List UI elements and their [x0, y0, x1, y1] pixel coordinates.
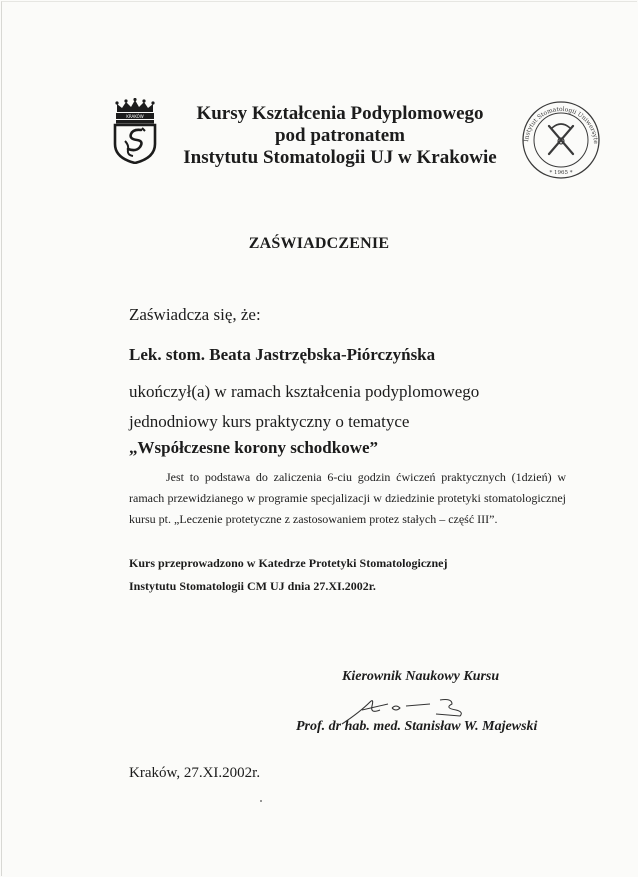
completion-statement: ukończył(a) w ramach kształcenia podyplomowego: [129, 382, 480, 401]
venue-line: Kurs przeprowadzono w Katedrze Protetyki Stomatologicznej: [129, 556, 448, 570]
institute-seal: [516, 100, 606, 180]
issuer-header: [160, 103, 520, 169]
svg-text:Instytut Stomatologii Uniwersy: Instytut Stomatologii Uniwersyte: [523, 105, 600, 145]
recipient-name: Lek. stom. Beata Jastrzębska-Piórczyńska: [129, 345, 436, 364]
place-and-date: Kraków, 27.XI.2002r.: [129, 765, 261, 781]
document-title: ZAŚWIADCZENIE: [248, 235, 390, 252]
header-line-3: Instytutu Stomatologii UJ w Krakowie: [183, 147, 497, 168]
krakow-crown-shield-logo: [111, 98, 159, 164]
venue-date-line: Instytutu Stomatologii CM UJ dnia 27.XI.2002r.: [129, 579, 376, 593]
header-line-2: pod patronatem: [274, 125, 406, 146]
signatory-name: Prof. dr hab. med. Stanisław W. Majewski: [296, 719, 538, 734]
signatory-role: Kierownik Naukowy Kursu: [342, 669, 500, 684]
scan-speck: [260, 800, 262, 802]
credit-paragraph-text: Jest to podstawa do zaliczenia 6-ciu godzin ćwiczeń praktycznych (1dzień) w ramach przewidzianego w programie specjalizacji w dziedzinie protetyki stomatologicznej kursu pt. „Leczenie protetyczne z zastosowaniem protez stałych – część III”.: [129, 470, 566, 526]
intro-text: Zaświadcza się, że:: [129, 305, 261, 324]
svg-text:KRAKÓW: KRAKÓW: [126, 114, 144, 119]
course-title: „Współczesne korony schodkowe”: [129, 438, 379, 457]
credit-paragraph: [129, 467, 566, 530]
course-type-statement: jednodniowy kurs praktyczny o tematyce: [129, 412, 410, 431]
header-line-1: Kursy Kształcenia Podyplomowego: [196, 103, 484, 124]
svg-text:* 1965 *: * 1965 *: [549, 170, 573, 176]
